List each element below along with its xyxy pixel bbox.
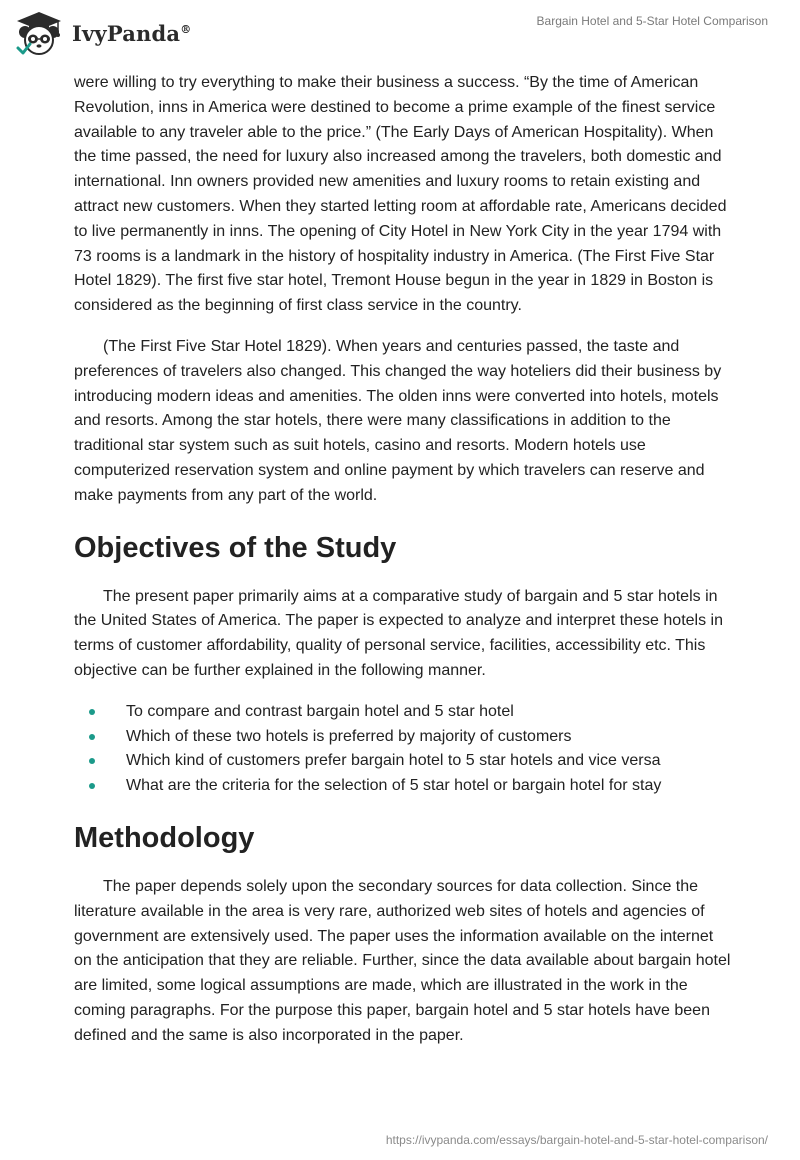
heading-objectives: Objectives of the Study: [74, 531, 397, 564]
document-title: Bargain Hotel and 5-Star Hotel Comparison: [536, 14, 768, 28]
bullet-icon: [89, 734, 95, 740]
heading-methodology: Methodology: [74, 821, 255, 854]
list-item: To compare and contrast bargain hotel and 5 star hotel: [74, 700, 734, 725]
paragraph-modern-hotels: (The First Five Star Hotel 1829). When years and centuries passed, the taste and preferences of travelers also changed. This changed the way hoteliers did their business by introducing modern ideas and amenities. The olden inns were converted into hotels, motels and resorts. Among the star hotels, there were many classifications in addition to the traditional star system such as suit hotels, casino and resorts. Modern hotels use computerized reservation system and online payment by which travelers can reserve and make payments from any part of the world.: [74, 337, 722, 504]
bullet-icon: [89, 783, 95, 789]
paragraph-objectives: The present paper primarily aims at a comparative study of bargain and 5 star hotels in the United States of America. The paper is expected to analyze and interpret these hotels in terms of customer affordability, quality of personal service, facilities, accessibility etc. This objective can be further explained in the following manner.: [74, 587, 723, 679]
list-item: Which kind of customers prefer bargain hotel to 5 star hotels and vice versa: [74, 749, 734, 774]
list-item: Which of these two hotels is preferred by majority of customers: [74, 725, 734, 750]
essay-content: [74, 71, 734, 1065]
paragraph-history: were willing to try everything to make their business a success. “By the time of American Revolution, inns in America were destined to become a prime example of the finest service available to any traveler able to the price.” (The Early Days of American Hospitality). When the time passed, the need for luxury also increased among the travelers, both domestic and international. Inn owners provided new amenities and luxury rooms to retain existing and attract new customers. When they started letting room at affordable rate, Americans decided to live permanently in inns. The opening of City Hotel in New York City in the year 1794 with 73 rooms is a landmark in the history of hospitality industry in America. (The First Five Star Hotel 1829). The first five star hotel, Tremont House begun in the year in 1829 in Boston is considered as the beginning of first class service in the country.: [74, 74, 727, 315]
brand-name: IvyPanda®: [72, 20, 192, 46]
bullet-icon: [89, 758, 95, 764]
paragraph-methodology: The paper depends solely upon the secondary sources for data collection. Since the literature available in the area is very rare, authorized web sites of hotels and agencies of government are extensively used. The paper uses the information available on the internet on the anticipation that they are reliable. Further, since the data available about bargain hotel are limited, some logical assumptions are made, which are illustrated in the work in the coming paragraphs. For the purpose this paper, bargain hotel and 5 star hotels have been defined and the same is also incorporated in the paper.: [74, 877, 731, 1044]
bullet-icon: [89, 709, 95, 715]
page-header: [0, 0, 800, 66]
panda-graduate-icon: [14, 10, 64, 56]
source-url-link[interactable]: https://ivypanda.com/essays/bargain-hotel-and-5-star-hotel-comparison/: [385, 1133, 768, 1147]
objectives-list: [74, 700, 734, 799]
site-logo[interactable]: [14, 10, 191, 56]
list-item: What are the criteria for the selection of 5 star hotel or bargain hotel for stay: [74, 774, 734, 799]
